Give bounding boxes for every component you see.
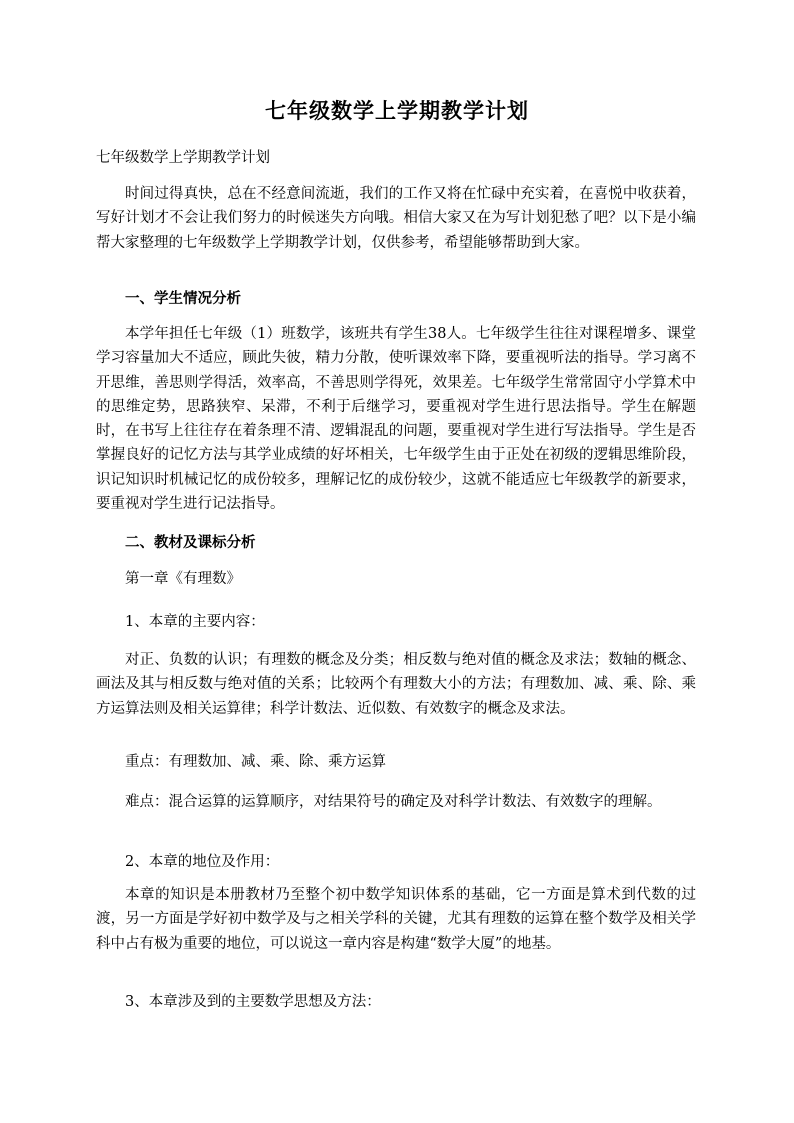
difficult-point: 难点：混合运算的运算顺序，对结果符号的确定及对科学计数法、有效数字的理解。	[125, 794, 662, 810]
intro-paragraph: 时间过得真快，总在不经意间流逝，我们的工作又将在忙碌中充实着，在喜悦中收获着，写好计划才不会让我们努力的时候迷失方向哦。相信大家又在为写计划犯愁了吧？以下是小编帮大家整理的七年级数学上学期教学计划，仅供参考，希望能够帮助到大家。	[96, 186, 696, 251]
section1-heading: 一、学生情况分析	[125, 291, 241, 307]
item1-body: 对正、负数的认识；有理数的概念及分类；相反数与绝对值的概念及求法；数轴的概念、画法及其与相反数与绝对值的关系；比较两个有理数大小的方法；有理数加、减、乘、除、乘方运算法则及相关运算律；科学计数法、近似数、有效数字的概念及求法。	[96, 652, 696, 717]
item3-label: 3、本章涉及到的主要数学思想及方法：	[125, 994, 381, 1010]
section2-heading: 二、教材及课标分析	[125, 535, 256, 551]
key-point: 重点：有理数加、减、乘、除、乘方运算	[125, 754, 386, 770]
document-title: 七年级数学上学期教学计划	[265, 98, 529, 123]
item2-body: 本章的知识是本册教材乃至整个初中数学知识体系的基础，它一方面是算术到代数的过渡，另一方面是学好初中数学及与之相关学科的关键，尤其有理数的运算在整个数学及相关学科中占有极为重要的地位，可以说这一章内容是构建“数学大厦”的地基。	[96, 887, 696, 952]
item1-label: 1、本章的主要内容：	[125, 614, 265, 630]
section1-body: 本学年担任七年级（1）班数学，该班共有学生38人。七年级学生往往对课程增多、课堂学习容量加大不适应，顾此失彼，精力分散，使听课效率下降，要重视听法的指导。学习离不开思维，善思则学得活，效率高，不善思则学得死，效果差。七年级学生常常固守小学算术中的思维定势，思路狭窄、呆滞，不利于后继学习，要重视对学生进行思法指导。学生在解题时，在书写上往往存在着条理不清、逻辑混乱的问题，要重视对学生进行写法指导。学生是否掌握良好的记忆方法与其学业成绩的好坏相关，七年级学生由于正处在初级的逻辑思维阶段，识记知识时机械记忆的成份较多，理解记忆的成份较少，这就不能适应七年级教学的新要求，要重视对学生进行记法指导。	[96, 326, 696, 513]
item2-label: 2、本章的地位及作用：	[125, 854, 280, 870]
document-subtitle: 七年级数学上学期教学计划	[96, 150, 270, 166]
chapter-title: 第一章《有理数》	[125, 571, 241, 587]
